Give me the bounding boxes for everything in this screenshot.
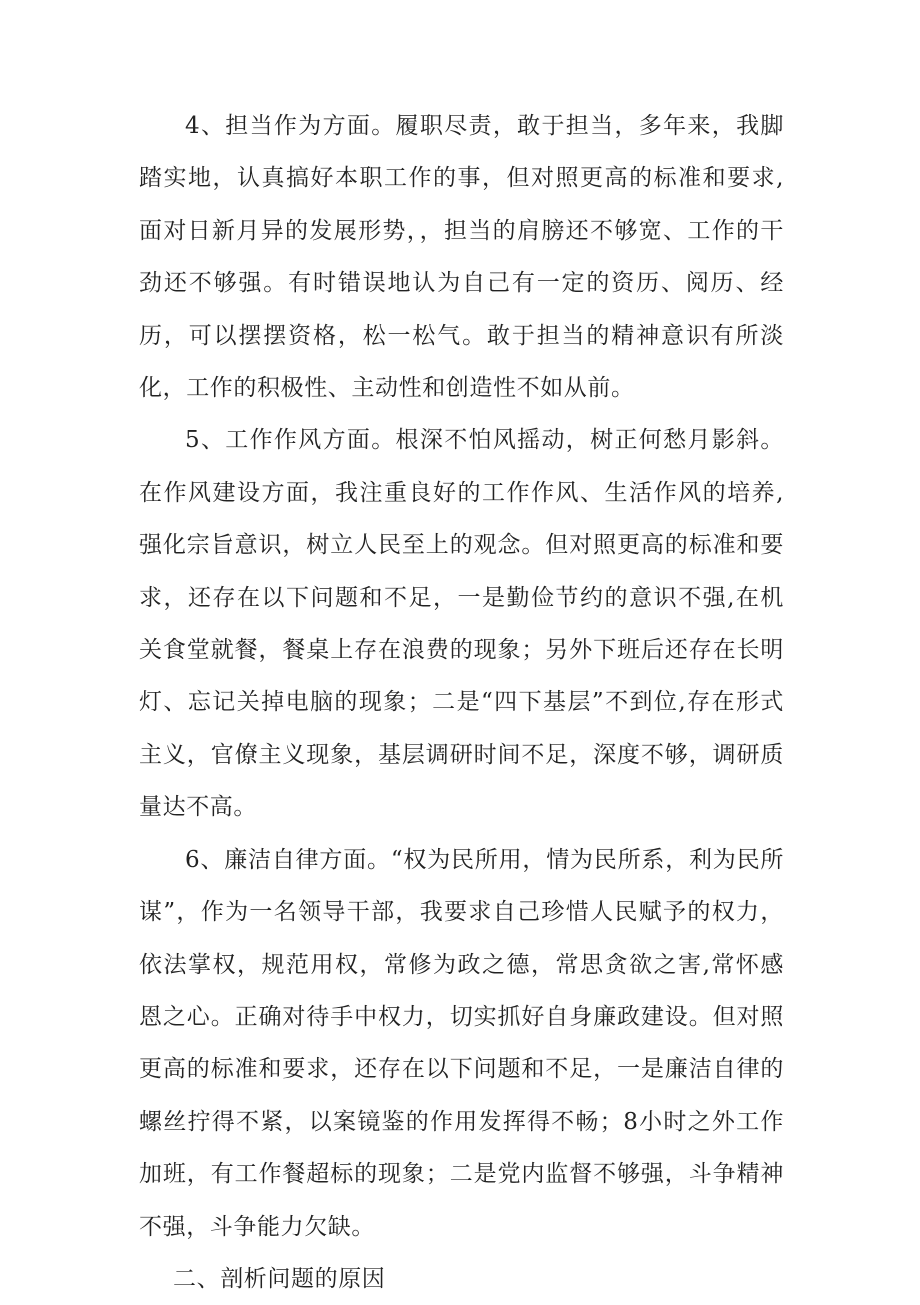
paragraph-integrity: 6、廉洁自律方面。“权为民所用，情为民所系，利为民所谋”，作为一名领导干部，我要求自己珍惜人民赋予的权力，依法掌权，规范用权，常修为政之德，常思贪欲之害,常怀感恩之心。正确对待手中权力，切实抓好自身廉政建设。但对照更高的标准和要求，还存在以下问题和不足，一是廉洁自律的螺丝拧得不紧，以案镜鉴的作用发挥得不畅；8小时之外工作加班，有工作餐超标的现象；二是党内监督不够强，斗争精神不强，斗争能力欠缺。	[139, 846, 784, 1240]
paragraph-duty-performance: 4、担当作为方面。履职尽责，敢于担当，多年来，我脚踏实地，认真搞好本职工作的事，但对照更高的标准和要求,面对日新月异的发展形势，，担当的肩膀还不够宽、工作的干劲还不够强。有时错误地认为自己有一定的资历、阅历、经历，可以摆摆资格，松一松气。敢于担当的精神意识有所淡化，工作的积极性、主动性和创造性不如从前。	[139, 113, 784, 402]
section-heading-causes: 二、剖析问题的原因	[173, 1265, 386, 1292]
document-body	[139, 100, 784, 1305]
paragraph-work-style: 5、工作作风方面。根深不怕风摇动，树正何愁月影斜。在作风建设方面，我注重良好的工作作风、生活作风的培养,强化宗旨意识，树立人民至上的观念。但对照更高的标准和要求，还存在以下问题和不足，一是勤俭节约的意识不强,在机关食堂就餐，餐桌上存在浪费的现象；另外下班后还存在长明灯、忘记关掉电脑的现象；二是“四下基层”不到位,存在形式主义，官僚主义现象，基层调研时间不足，深度不够，调研质量达不高。	[139, 427, 784, 821]
